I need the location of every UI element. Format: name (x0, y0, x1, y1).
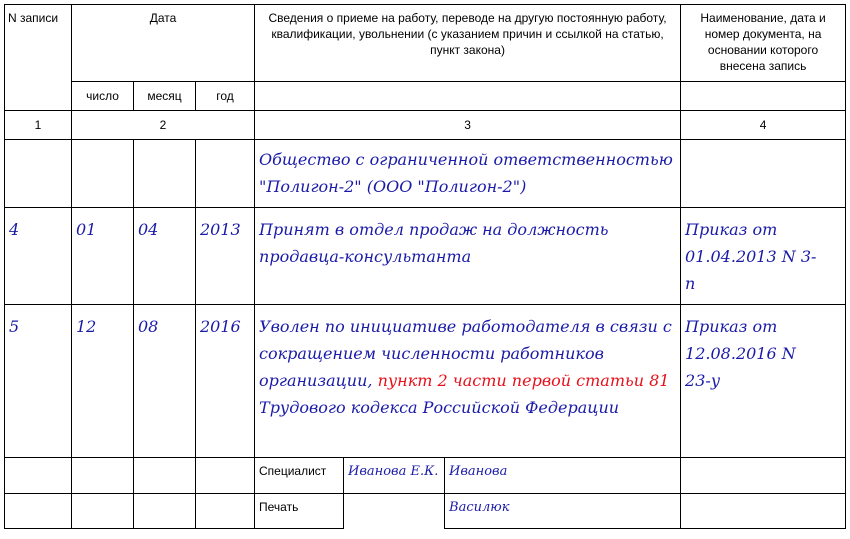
table-row (5, 305, 846, 458)
header-info-spacer (255, 82, 681, 111)
sign-row-month (134, 458, 196, 494)
company-name-line1: Общество с ограниченной ответственностью (259, 150, 673, 169)
sign-row-day (72, 458, 134, 494)
stamp-row-year (196, 494, 255, 529)
stamp-row-num (5, 494, 72, 529)
record-day: 12 (72, 305, 134, 458)
specialist-signature: Иванова (445, 458, 681, 494)
column-number-4: 4 (681, 111, 846, 140)
header-record-number: N записи (5, 5, 72, 111)
specialist-label: Специалист (255, 458, 344, 494)
record-month: 04 (134, 208, 196, 305)
header-document: Наименование, дата и номер документа, на основании которого внесена запись (681, 5, 846, 82)
company-row-year (196, 140, 255, 208)
stamp-row-day (72, 494, 134, 529)
column-number-1: 1 (5, 111, 72, 140)
company-row-day (72, 140, 134, 208)
sign-row-year (196, 458, 255, 494)
record-info: Принят в отдел продаж на должность продавца-консультанта (255, 208, 681, 305)
record-info: Уволен по инициативе работодателя в связи с сокращением численности работников организации, пункт 2 части первой статьи 81 Трудового кодекса Российской Федерации (255, 305, 681, 458)
column-number-3: 3 (255, 111, 681, 140)
table-row (5, 208, 846, 305)
header-info: Сведения о приеме на работу, переводе на другую постоянную работу, квалификации, увольнении (с указанием причин и ссылкой на статью, пункт закона) (255, 5, 681, 82)
stamp-signature: Василюк (445, 494, 681, 529)
stamp-row-month (134, 494, 196, 529)
column-number-2: 2 (72, 111, 255, 140)
stamp-row-doc (681, 494, 846, 529)
header-date: Дата (72, 5, 255, 82)
stamp-spacer (344, 494, 445, 529)
record-year: 2016 (196, 305, 255, 458)
company-row-month (134, 140, 196, 208)
company-row-num (5, 140, 72, 208)
work-record-table (4, 4, 846, 529)
company-name (255, 140, 681, 208)
record-number: 5 (5, 305, 72, 458)
sign-row-doc (681, 458, 846, 494)
record-day: 01 (72, 208, 134, 305)
header-month: месяц (134, 82, 196, 111)
record-number: 4 (5, 208, 72, 305)
record-document: Приказ от 12.08.2016 N 23-у (681, 305, 846, 458)
sign-row-num (5, 458, 72, 494)
legal-reference: пункт 2 части первой статьи 81 (377, 371, 670, 390)
company-name-line2: "Полигон-2" (ООО "Полигон-2") (259, 177, 527, 196)
record-year: 2013 (196, 208, 255, 305)
record-document: Приказ от 01.04.2013 N 3- п (681, 208, 846, 305)
company-row-doc (681, 140, 846, 208)
specialist-name: Иванова Е.К. (344, 458, 445, 494)
header-year: год (196, 82, 255, 111)
record-month: 08 (134, 305, 196, 458)
stamp-label: Печать (255, 494, 344, 529)
header-day: число (72, 82, 134, 111)
header-doc-spacer (681, 82, 846, 111)
